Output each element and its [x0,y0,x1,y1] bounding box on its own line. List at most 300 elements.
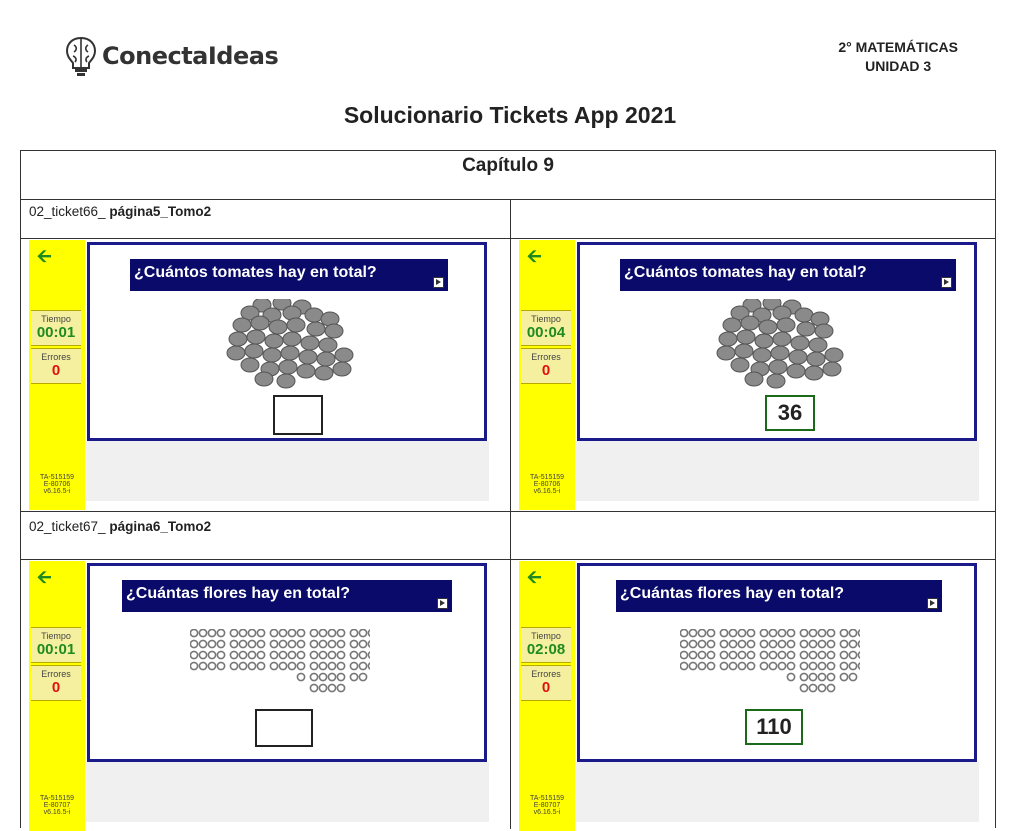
tomato-icon [333,362,351,376]
flower-icon [800,684,807,691]
flower-icon [818,673,825,680]
flower-icon [337,673,344,680]
back-arrow-icon[interactable]: 🡨 [37,246,52,266]
flower-icon [368,629,370,636]
flower-icon [707,629,714,636]
flower-icon [359,640,366,647]
flower-icon [698,640,705,647]
errors-label: Errores [531,352,561,362]
flower-icon [689,640,696,647]
flower-icon [778,629,785,636]
flower-icon [729,662,736,669]
flower-icon [707,662,714,669]
flower-icon [778,640,785,647]
time-value: 02:08 [526,641,566,658]
flower-icon [680,629,687,636]
flower-icon [720,651,727,658]
tomato-icon [769,360,787,374]
flower-icon [208,640,215,647]
tomato-icon [771,346,789,360]
ticket-screenshot-before [29,240,489,510]
tomato-icon [319,338,337,352]
flower-icon [270,651,277,658]
solutions-table [20,150,996,828]
flower-icon [337,662,344,669]
flower-icon [190,640,197,647]
ticket-screenshot-after [519,561,979,831]
flower-icon [217,651,224,658]
tomato-icon [755,334,773,348]
flower-icon [279,640,286,647]
tomato-icon [315,366,333,380]
tomato-icon [805,366,823,380]
flower-icon [778,662,785,669]
version-line: E-80706 [43,481,71,488]
flower-icon [359,673,366,680]
flower-icon [328,684,335,691]
back-arrow-icon[interactable]: 🡨 [527,246,542,266]
flower-icon [239,629,246,636]
flower-icon [297,640,304,647]
conectaideas-logo [64,33,278,79]
tomato-icon [281,346,299,360]
tomato-icon [815,324,833,338]
time-label: Tiempo [531,314,561,324]
version-line: v6.16.5-i [43,488,71,495]
flower-icon [760,662,767,669]
flower-icon [800,673,807,680]
errors-value: 0 [541,362,551,379]
tomato-icon [265,334,283,348]
flower-icon [208,651,215,658]
tomato-icon [305,308,323,322]
version-line: E-80707 [533,802,561,809]
flower-icon [297,651,304,658]
ticket-screenshot-before [29,561,489,831]
ticket-page: página6_Tomo2 [109,519,212,534]
flower-icon [368,662,370,669]
flower-icon [217,629,224,636]
answer-input[interactable] [255,709,313,747]
flower-icon [359,651,366,658]
flower-icon [698,662,705,669]
flower-icon [190,662,197,669]
tomato-icon [723,318,741,332]
ticket-label [29,204,211,219]
tomato-icon [787,364,805,378]
flower-icon [818,684,825,691]
flower-icon [270,640,277,647]
flower-icon [217,640,224,647]
version-line: E-80706 [533,481,561,488]
flower-icon [248,640,255,647]
flower-group [190,629,370,701]
flower-icon [230,651,237,658]
tomato-icon [255,372,273,386]
question-banner [122,580,452,612]
answer-input[interactable] [273,395,323,435]
flower-icon [199,662,206,669]
version-line: v6.16.5-i [533,488,561,495]
flower-icon [319,662,326,669]
flower-icon [350,662,357,669]
flower-icon [738,640,745,647]
flower-icon [350,640,357,647]
flower-icon [747,629,754,636]
flower-icon [239,640,246,647]
flower-icon [800,640,807,647]
flower-icon [738,651,745,658]
flower-icon [208,629,215,636]
flower-icon [769,640,776,647]
version-line: TA-515159 [39,795,75,802]
tomato-icon [807,352,825,366]
time-label: Tiempo [531,631,561,641]
flower-icon [698,629,705,636]
flower-icon [359,662,366,669]
flower-icon [858,629,860,636]
flower-icon [297,673,304,680]
flower-icon [248,651,255,658]
tomato-icon [241,358,259,372]
flower-icon [319,640,326,647]
flower-icon [319,684,326,691]
tomato-icon [825,348,843,362]
version-info [29,474,85,495]
flower-icon [747,640,754,647]
gray-footer-area [575,441,979,501]
flower-icon [720,662,727,669]
flower-icon [778,651,785,658]
tomato-icon [717,346,735,360]
tomato-icon [301,336,319,350]
question-banner [620,259,956,291]
ticket-label [29,519,211,534]
flower-icon [217,662,224,669]
flower-icon [350,651,357,658]
tomato-group [220,299,360,389]
tomato-icon [297,364,315,378]
flower-icon [840,662,847,669]
tomato-icon [797,322,815,336]
course-header [838,38,958,76]
flower-icon [248,662,255,669]
row-divider [21,559,995,560]
flower-icon [818,629,825,636]
flower-icon [310,640,317,647]
flower-icon [840,640,847,647]
flower-icon [769,629,776,636]
flower-icon [190,629,197,636]
time-label: Tiempo [41,314,71,324]
flower-icon [840,651,847,658]
tomato-icon [773,332,791,346]
flower-icon [297,629,304,636]
flower-icon [257,651,264,658]
flower-icon [849,629,856,636]
back-arrow-icon[interactable]: 🡨 [527,567,542,587]
flower-icon [337,640,344,647]
errors-label: Errores [41,352,71,362]
version-line: v6.16.5-i [43,809,71,816]
flower-icon [720,629,727,636]
time-box [521,627,571,663]
ticket-id: 02_ticket66_ [29,204,106,219]
tomato-icon [777,318,795,332]
question-text: ¿Cuántas flores hay en total? [126,585,351,602]
flower-icon [738,629,745,636]
time-box [521,310,571,346]
time-box [31,627,81,663]
tomato-icon [247,330,265,344]
flower-icon [827,662,834,669]
version-info [519,474,575,495]
flower-icon [310,673,317,680]
flower-icon [698,651,705,658]
unit-label: UNIDAD 3 [865,58,932,74]
version-info [519,795,575,816]
time-value: 00:04 [526,324,566,341]
tomato-icon [251,316,269,330]
tomato-icon [335,348,353,362]
flower-icon [729,651,736,658]
play-audio-icon[interactable] [941,277,952,288]
flower-icon [769,651,776,658]
flower-icon [297,662,304,669]
flower-icon [760,640,767,647]
question-panel [577,563,977,762]
question-banner [130,259,448,291]
tomato-icon [753,348,771,362]
flower-icon [800,662,807,669]
errors-box [31,665,81,701]
flower-icon [190,651,197,658]
flower-icon [840,629,847,636]
flower-icon [827,684,834,691]
flower-icon [288,629,295,636]
tomato-icon [229,332,247,346]
flower-icon [328,673,335,680]
flower-icon [350,629,357,636]
flower-icon [809,684,816,691]
flower-icon [787,640,794,647]
tomato-icon [719,332,737,346]
answer-input[interactable]: 36 [765,395,815,431]
chapter-heading: Capítulo 9 [21,151,995,200]
tomato-icon [795,308,813,322]
time-label: Tiempo [41,631,71,641]
flower-icon [787,673,794,680]
tomato-group [710,299,850,389]
flower-icon [738,662,745,669]
flower-group [680,629,860,701]
flower-icon [747,651,754,658]
tomato-icon [287,318,305,332]
flower-icon [809,651,816,658]
ticket-id: 02_ticket67_ [29,519,106,534]
flower-icon [849,651,856,658]
flower-icon [787,662,794,669]
errors-box [521,665,571,701]
flower-icon [827,651,834,658]
flower-icon [288,640,295,647]
tomato-icon [759,320,777,334]
flower-icon [270,629,277,636]
gray-footer-area [85,762,489,822]
flower-icon [680,640,687,647]
question-text: ¿Cuántos tomates hay en total? [134,264,377,281]
flower-icon [199,629,206,636]
flower-icon [809,662,816,669]
tomato-icon [263,348,281,362]
flower-icon [337,629,344,636]
flower-icon [199,640,206,647]
flower-icon [319,629,326,636]
flower-icon [760,629,767,636]
question-panel [87,563,487,762]
flower-icon [310,662,317,669]
version-line: TA-515159 [39,474,75,481]
flower-icon [849,662,856,669]
flower-icon [689,651,696,658]
flower-icon [858,651,860,658]
flower-icon [707,651,714,658]
flower-icon [310,684,317,691]
flower-icon [239,662,246,669]
flower-icon [270,662,277,669]
ticket-screenshot-after [519,240,979,510]
flower-icon [368,640,370,647]
ticket-page: página5_Tomo2 [109,204,212,219]
question-panel [577,242,977,441]
flower-icon [827,673,834,680]
flower-icon [279,662,286,669]
tomato-icon [767,374,785,388]
flower-icon [257,662,264,669]
version-line: v6.16.5-i [533,809,561,816]
time-value: 00:01 [36,641,76,658]
play-audio-icon[interactable] [927,598,938,609]
answer-input[interactable]: 110 [745,709,803,745]
column-divider [510,199,511,829]
tomato-icon [279,360,297,374]
errors-label: Errores [531,669,561,679]
flower-icon [680,651,687,658]
flower-icon [818,662,825,669]
errors-value: 0 [51,679,61,696]
flower-icon [849,673,856,680]
tomato-icon [245,344,263,358]
flower-icon [359,629,366,636]
flower-icon [257,629,264,636]
flower-icon [279,629,286,636]
flower-icon [368,651,370,658]
flower-icon [350,673,357,680]
flower-icon [199,651,206,658]
question-text: ¿Cuántos tomates hay en total? [624,264,867,281]
flower-icon [230,662,237,669]
back-arrow-icon[interactable]: 🡨 [37,567,52,587]
question-text: ¿Cuántas flores hay en total? [620,585,845,602]
flower-icon [279,651,286,658]
flower-icon [858,662,860,669]
flower-icon [288,662,295,669]
tomato-icon [325,324,343,338]
flower-icon [809,640,816,647]
time-value: 00:01 [36,324,76,341]
flower-icon [827,640,834,647]
flower-icon [849,640,856,647]
tomato-icon [789,350,807,364]
errors-label: Errores [41,669,71,679]
tomato-icon [299,350,317,364]
flower-icon [319,673,326,680]
flower-icon [328,629,335,636]
flower-icon [809,629,816,636]
subject-label: 2° MATEMÁTICAS [838,39,958,55]
tomato-icon [283,332,301,346]
flower-icon [248,629,255,636]
version-line: E-80707 [43,802,71,809]
flower-icon [787,629,794,636]
flower-icon [337,684,344,691]
tomato-icon [269,320,287,334]
flower-icon [328,651,335,658]
flower-icon [707,640,714,647]
time-box [31,310,81,346]
tomato-icon [307,322,325,336]
gray-footer-area [85,441,489,501]
flower-icon [230,629,237,636]
question-banner [616,580,942,612]
flower-icon [257,640,264,647]
tomato-icon [735,344,753,358]
play-audio-icon[interactable] [437,598,448,609]
flower-icon [818,651,825,658]
row-divider [21,238,995,239]
flower-icon [787,651,794,658]
document-title: Solucionario Tickets App 2021 [343,102,677,128]
flower-icon [747,662,754,669]
version-info [29,795,85,816]
tomato-icon [741,316,759,330]
flower-icon [328,662,335,669]
tomato-icon [823,362,841,376]
logo-text: ConectaIdeas [102,42,279,70]
flower-icon [729,629,736,636]
flower-icon [800,629,807,636]
tomato-icon [227,346,245,360]
tomato-icon [791,336,809,350]
flower-icon [310,651,317,658]
flower-icon [818,640,825,647]
version-line: TA-515159 [529,795,565,802]
play-audio-icon[interactable] [433,277,444,288]
errors-box [521,348,571,384]
flower-icon [800,651,807,658]
flower-icon [720,640,727,647]
tomato-icon [731,358,749,372]
flower-icon [208,662,215,669]
errors-value: 0 [541,679,551,696]
tomato-icon [317,352,335,366]
tomato-icon [277,374,295,388]
flower-icon [328,640,335,647]
question-panel [87,242,487,441]
flower-icon [310,629,317,636]
flower-icon [689,629,696,636]
flower-icon [769,662,776,669]
